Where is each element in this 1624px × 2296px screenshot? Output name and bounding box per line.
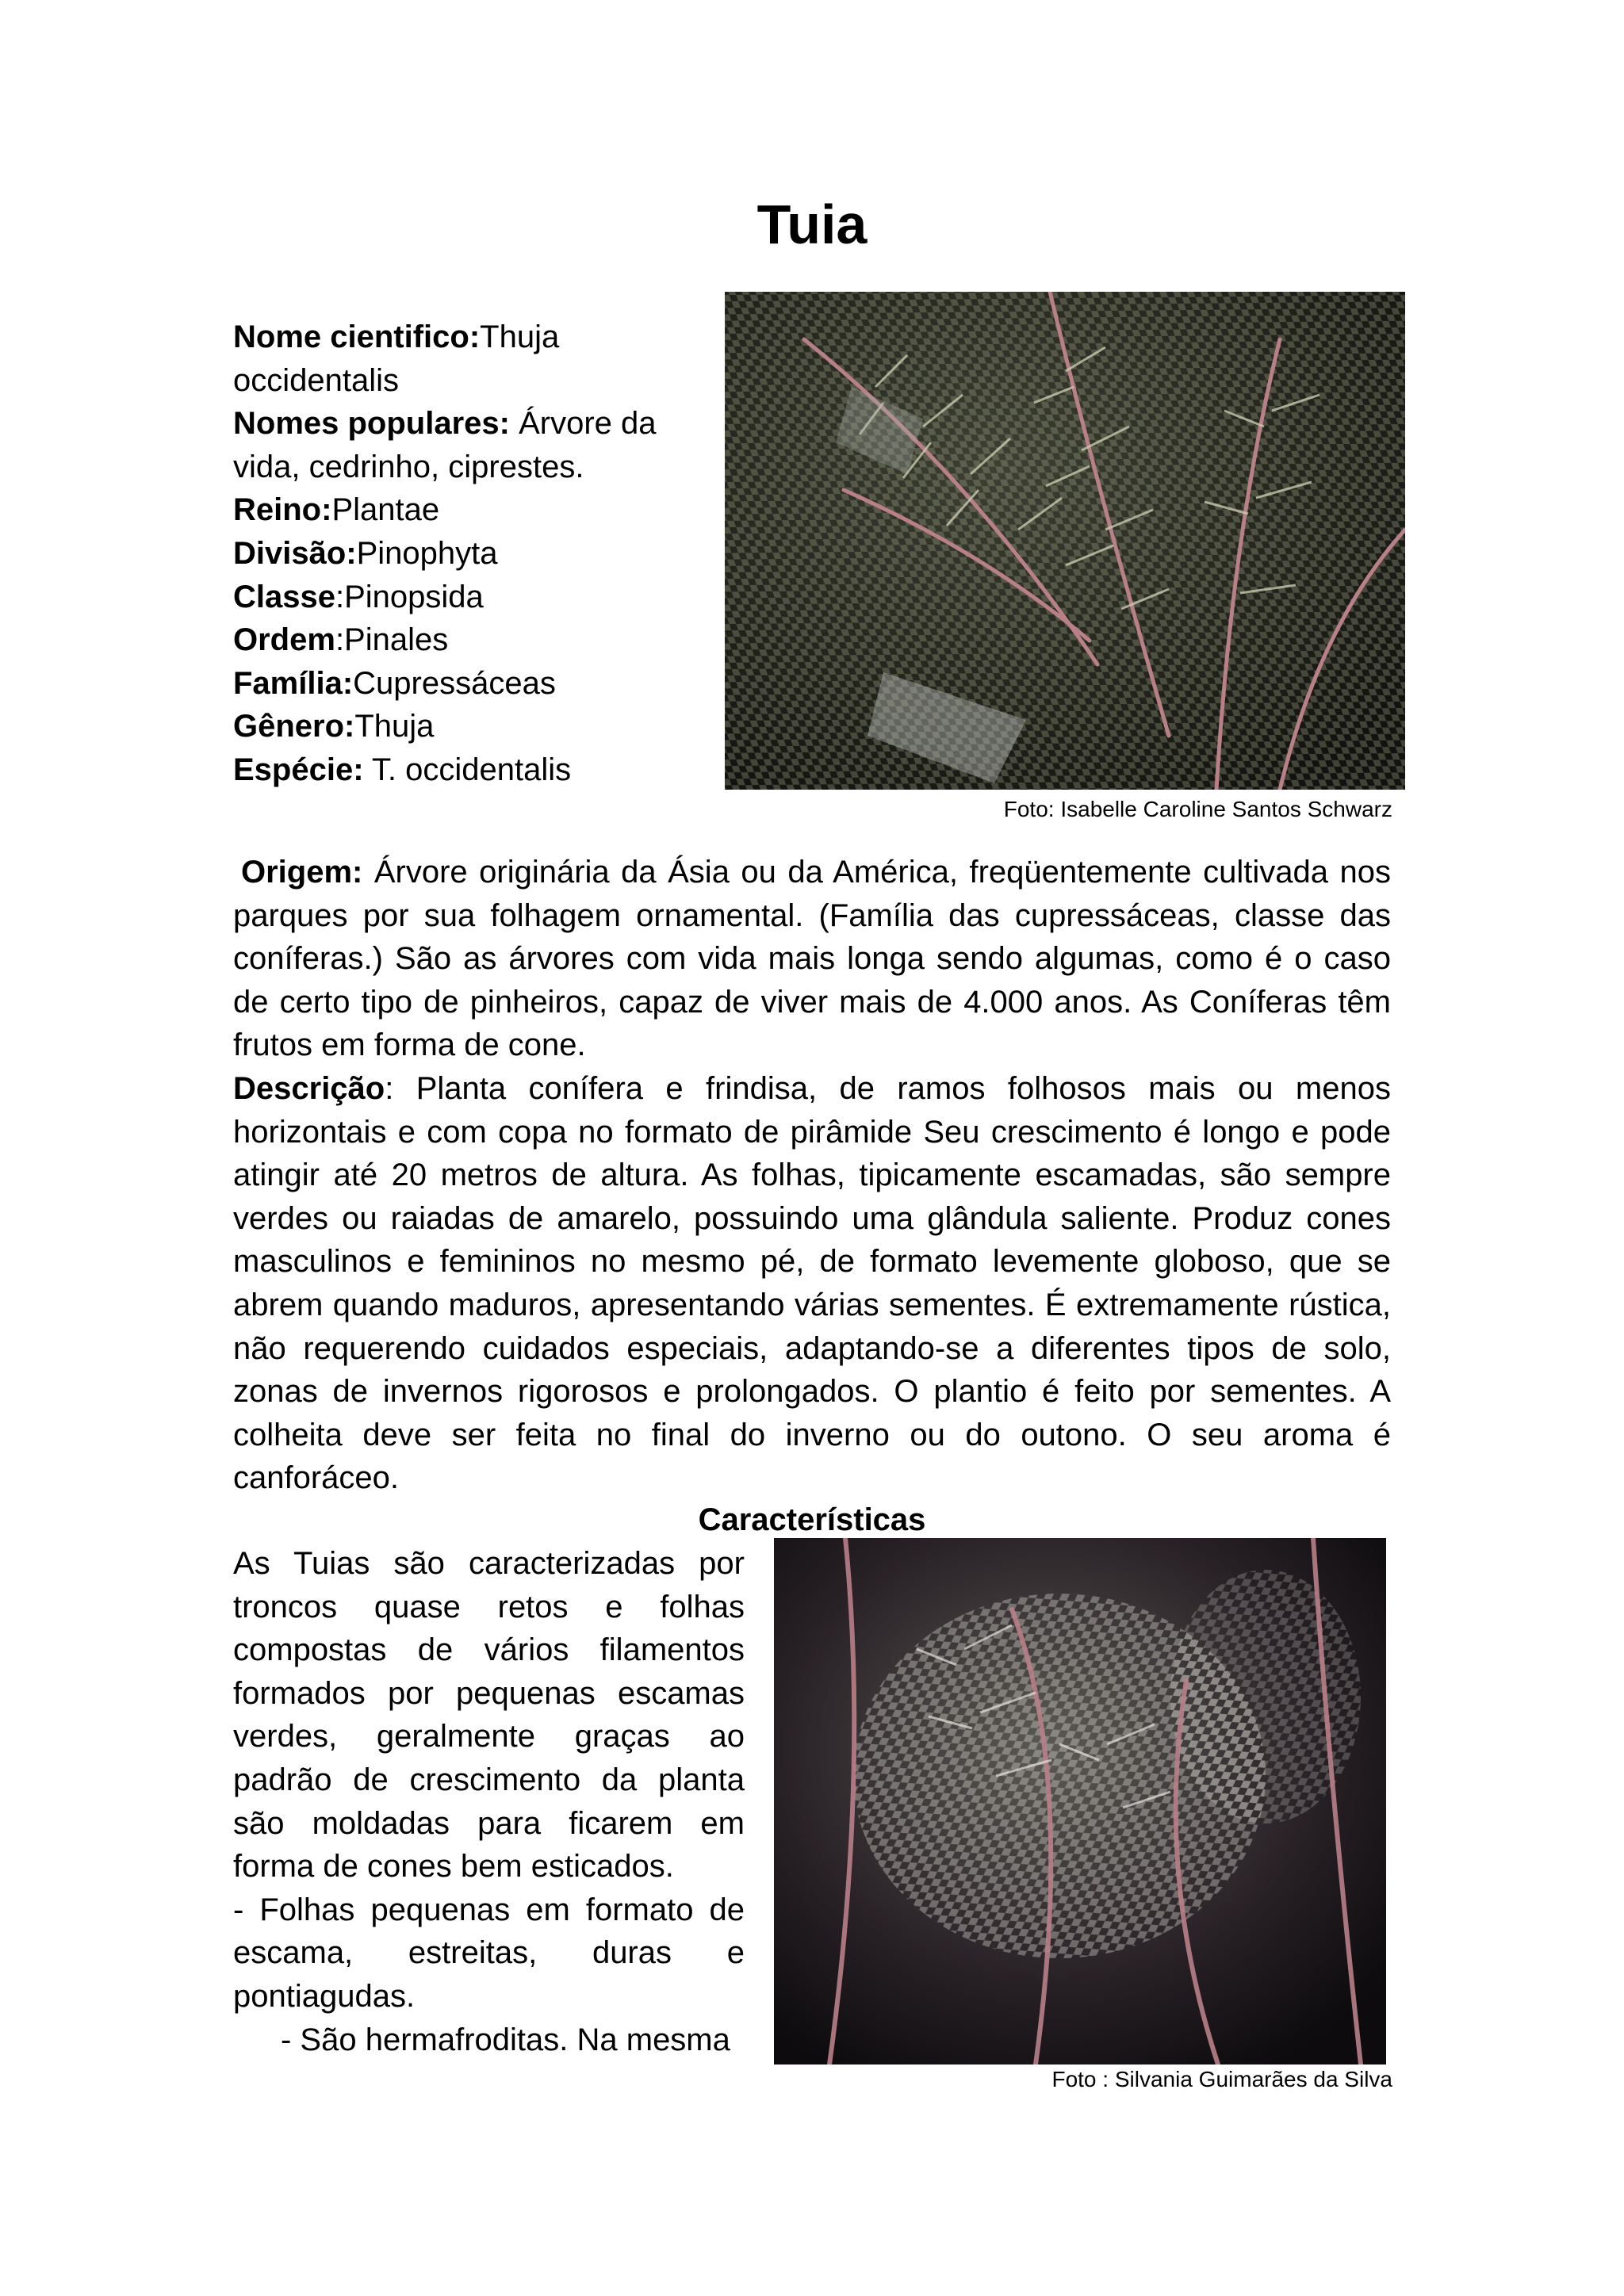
taxonomy-list: [233, 316, 709, 792]
descricao-paragraph: Descrição: Planta conífera e frindisa, de ramos folhosos mais ou menos horizontais e com copa no formato de pirâmide Seu crescimento é longo e pode atingir até 20 metros de altura. As folhas, tipicamente escamadas, são sempre verdes ou raiadas de amarelo, possuindo uma glândula saliente. Produz cones masculinos e femininos no mesmo pé, de formato levemente globoso, que se abrem quando maduros, apresentando várias sementes. É extremamente rústica, não requerendo cuidados especiais, adaptando-se a diferentes tipos de solo, zonas de invernos rigorosos e prolongados. O plantio é feito por sementes. A colheita deve ser feita no final do inverno ou do outono. O seu aroma é canforáceo.: [233, 1070, 1391, 1496]
taxon-species: Espécie: T. occidentalis: [233, 752, 572, 787]
taxon-genus: Gênero:Thuja: [233, 709, 435, 744]
taxon-order: Ordem:Pinales: [233, 622, 449, 658]
caracteristicas-paragraph-3: - São hermafroditas. Na mesma: [281, 2022, 730, 2057]
caracteristicas-paragraph-1: As Tuias são caracterizadas por troncos quase retos e folhas compostas de vários filamentos formados por pequenas escamas verdes, geralmente graças ao padrão de crescimento da planta são moldadas para ficarem em forma de cones bem esticados.: [233, 1546, 745, 1885]
taxon-kingdom: Reino:Plantae: [233, 492, 440, 528]
photo-1-caption: Foto: Isabelle Caroline Santos Schwarz: [1003, 797, 1392, 821]
thuja-photo-1: [725, 292, 1405, 790]
thuja-photo-2: [774, 1538, 1386, 2064]
page-title: Tuia: [756, 193, 868, 255]
main-text: [233, 851, 1391, 1500]
photo-2-caption: Foto : Silvania Guimarães da Silva: [1051, 2067, 1392, 2091]
taxon-popular-names: Nomes populares: Árvore da vida, cedrinho, ciprestes.: [233, 406, 657, 484]
origem-paragraph: Origem: Árvore originária da Ásia ou da América, freqüentemente cultivada nos parques por sua folhagem ornamental. (Família das cupressáceas, classe das coníferas.) São as árvores com vida mais longa sendo algumas, como é o caso de certo tipo de pinheiros, capaz de viver mais de 4.000 anos. As Coníferas têm frutos em forma de cone.: [233, 855, 1391, 1063]
taxon-scientific-name: Nome cientifico:Thuja occidentalis: [233, 320, 560, 398]
caracteristicas-heading: Características: [698, 1502, 926, 1537]
thuja-foliage-illustration-2: [774, 1538, 1386, 2064]
thuja-foliage-illustration-1: [725, 292, 1405, 790]
caracteristicas-text: [233, 1542, 745, 2061]
taxon-division: Divisão:Pinophyta: [233, 535, 498, 571]
taxon-class: Classe:Pinopsida: [233, 579, 484, 614]
taxon-family: Família:Cupressáceas: [233, 665, 556, 701]
caracteristicas-paragraph-2: - Folhas pequenas em formato de escama, estreitas, duras e pontiagudas.: [233, 1892, 745, 2014]
